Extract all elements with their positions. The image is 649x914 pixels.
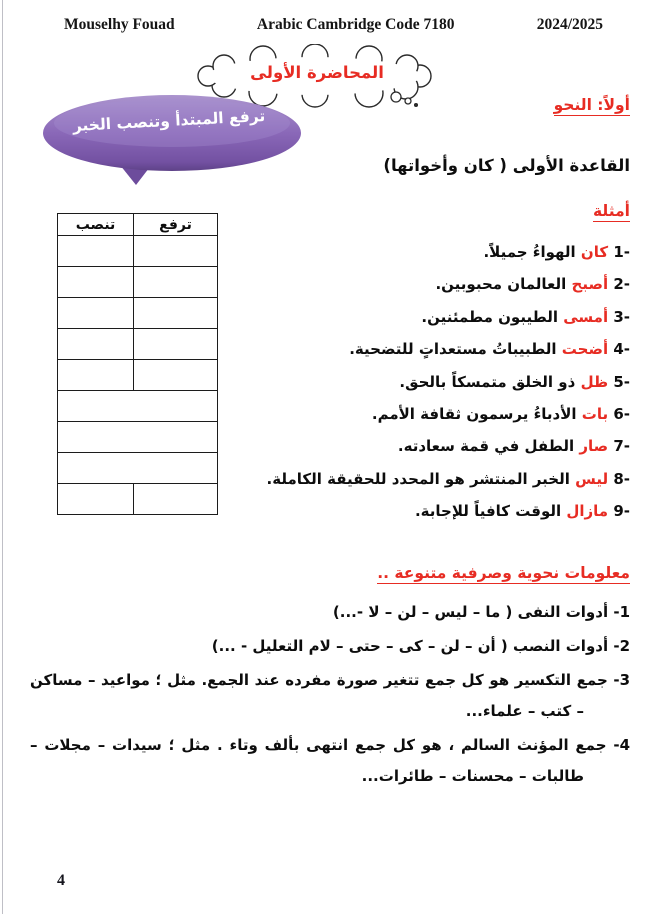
info-section-heading: معلومات نحوية وصرفية متنوعة ..	[377, 564, 630, 582]
kana-practice-table	[57, 213, 218, 515]
rule-title: القاعدة الأولى ( كان وأخواتها)	[383, 156, 630, 175]
example-item	[267, 495, 630, 527]
info-item: 1- أدوات النفى ( ما – ليس – لن – لا -...)	[332, 603, 630, 621]
kana-verb: ليس	[575, 469, 609, 488]
example-item	[267, 333, 630, 365]
kana-verb: مازال	[566, 502, 609, 521]
example-item	[267, 430, 630, 462]
examples-heading: أمثلة	[593, 202, 630, 220]
example-text: الطيبون مطمئنين.	[421, 307, 558, 326]
example-number: 2-	[613, 275, 630, 294]
academic-year: 2024/2025	[536, 16, 603, 33]
example-text: الهواءُ جميلاً.	[483, 243, 576, 261]
example-number: 4-	[613, 340, 630, 359]
info-item: 4- جمع المؤنث السالم ، هو كل جمع انتهى بألف وتاء . مثل ؛ سيدات – مجلات – طالبات – محسنات – طائرات...	[30, 736, 630, 785]
info-item: 3- جمع التكسير هو كل جمع تتغير صورة مفرده عند الجمع. مثل ؛ مواعيد – مساكن – كتب – علماء...	[30, 671, 630, 720]
example-item	[267, 268, 630, 300]
examples-list	[267, 236, 630, 528]
lecture-title: المحاضرة الأولى	[250, 63, 384, 82]
example-text: الطبيباتُ مستعداتٍ للتضحية.	[349, 340, 557, 359]
table-row	[58, 329, 218, 360]
column-header-nasb: تنصب	[58, 214, 134, 236]
example-text: الخبر المنتشر هو المحدد للحقيقة الكاملة.	[266, 469, 570, 488]
table-row-merged	[58, 453, 218, 484]
example-text: ذو الخلق متمسكاً بالحق.	[399, 372, 576, 391]
kana-verb: صار	[579, 437, 609, 456]
example-number: 3-	[613, 307, 630, 326]
course-title: Arabic Cambridge Code 7180	[256, 16, 455, 33]
example-item	[267, 236, 630, 268]
table-row-merged	[58, 422, 218, 453]
example-item	[267, 366, 630, 398]
example-item	[267, 301, 630, 333]
table-header-row	[58, 214, 218, 236]
example-number: 1-	[613, 243, 630, 261]
example-text: الوقت كافياً للإجابة.	[414, 502, 562, 521]
example-number: 9-	[613, 502, 630, 521]
table-row	[58, 298, 218, 329]
table-row	[58, 360, 218, 391]
table-row	[58, 267, 218, 298]
column-header-raise: ترفع	[134, 214, 218, 236]
example-number: 8-	[613, 469, 630, 488]
kana-verb: كان	[580, 243, 609, 261]
example-text: الأدباءُ يرسمون ثقافة الأمم.	[371, 405, 577, 424]
example-text: العالمان محبوبين.	[435, 275, 567, 294]
example-number: 7-	[613, 437, 630, 456]
example-text: الطفل في قمة سعادته.	[397, 437, 575, 456]
section-grammar-heading: أولاً: النحو	[553, 96, 630, 114]
kana-verb: أمسى	[563, 307, 609, 326]
table-row	[58, 484, 218, 515]
kana-verb: بات	[581, 405, 609, 424]
kana-verb: ظل	[580, 372, 609, 391]
scan-left-edge	[2, 0, 3, 914]
example-number: 5-	[613, 372, 630, 391]
example-item	[267, 463, 630, 495]
example-number: 6-	[613, 405, 630, 424]
document-header	[64, 16, 603, 34]
info-item: 2- أدوات النصب ( أن – لن – كى – حتى – لام التعليل - ...)	[211, 637, 630, 655]
author-name: Mouselhy Fouad	[64, 16, 175, 33]
example-item	[267, 398, 630, 430]
grammar-info-list	[30, 597, 630, 795]
page-number: 4	[57, 872, 65, 889]
table-row-merged	[58, 391, 218, 422]
table-row	[58, 236, 218, 267]
kana-verb: أضحت	[561, 340, 609, 359]
kana-verb: أصبح	[571, 275, 609, 294]
balloon-caption: ترفع المبتدأ وتنصب الخبر	[72, 106, 266, 136]
